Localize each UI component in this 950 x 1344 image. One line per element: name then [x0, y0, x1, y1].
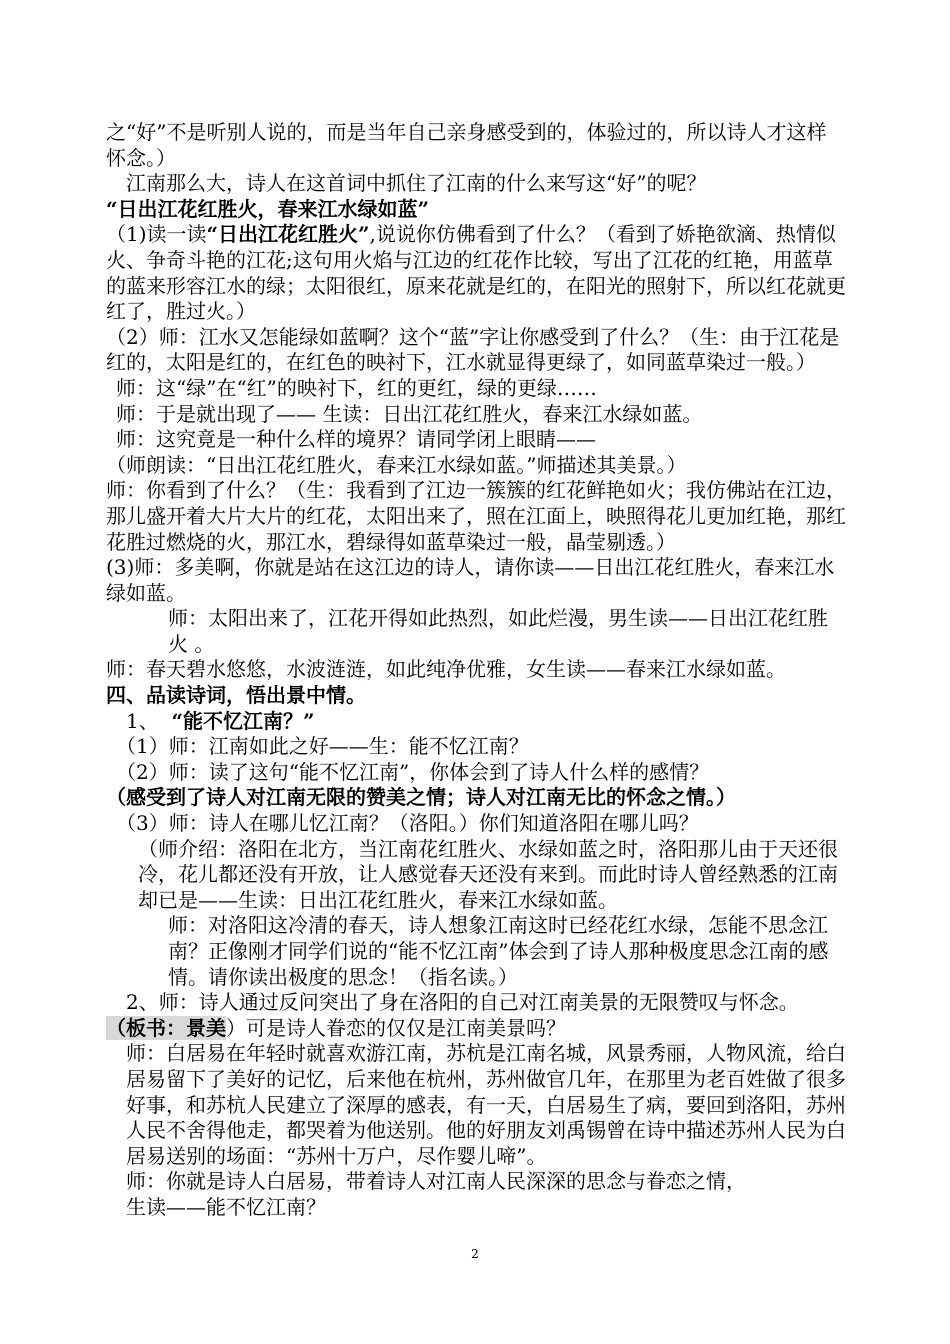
- paragraph: 师：你就是诗人白居易，带着诗人对江南人民深深的思念与眷恋之情，: [126, 1169, 746, 1194]
- paragraph: [106, 1016, 846, 1042]
- paragraph: 师：于是就出现了—— 生读：日出江花红胜火，春来江水绿如蓝。: [116, 401, 703, 426]
- paragraph: 师：这究竟是一种什么样的境界？请同学闭上眼睛——: [116, 427, 596, 452]
- paragraph: 生读——能不忆江南？: [126, 1194, 326, 1219]
- paragraph: （2）师：读了这句“能不忆江南”，你体会到了诗人什么样的感情？: [116, 759, 710, 784]
- paragraph: 江南那么大，诗人在这首词中抓住了江南的什么来写这“好”的呢？: [126, 171, 707, 196]
- bold-quote: “日出江花红胜火”: [206, 222, 370, 247]
- paragraph: 师：白居易在年轻时就喜欢游江南，苏杭是江南名城，风景秀丽，人物风流，给白居易留下了美好的记忆，后来他在杭州，苏州做官几年，在那里为老百姓做了很多好事，和苏杭人民建立了深厚的感表，有一天，白居易生了病，要回到洛阳，苏州人民不舍得他走，都哭着为他送别。他的好朋友刘禹锡曾在诗中描述苏州人民为白居易送别的场面：“苏州十万户，尽作婴儿啼”。: [126, 1041, 846, 1168]
- paragraph: （师朗读：“日出江花红胜火，春来江水绿如蓝。”师描述其美景。）: [106, 452, 687, 477]
- paragraph: （师介绍：洛阳在北方，当江南花红胜火、水绿如蓝之时，洛阳那儿由于天还很冷，花儿都还没有开放，让人感觉春天还没有来到。而此时诗人曾经熟悉的江南却已是——生读：日出江花红胜火，春来江水绿如蓝。: [138, 836, 838, 912]
- paragraph: （3）师：诗人在哪儿忆江南？（洛阳。）你们知道洛阳在哪儿吗？: [116, 811, 699, 836]
- paragraph: 师：太阳出来了，江花开得如此热烈，如此烂漫，男生读——日出江花红胜火 。: [168, 606, 828, 656]
- paragraph: 师：这“绿”在“红”的映衬下，红的更红，绿的更绿……: [116, 375, 597, 400]
- bold-quote: “能不忆江南？”: [171, 708, 315, 733]
- paragraph: [106, 709, 846, 735]
- page-number: 2: [471, 1247, 479, 1261]
- text-run: 1、: [126, 708, 159, 733]
- section-heading: 四、品读诗词，悟出景中情。: [106, 683, 366, 708]
- paragraph: （1）师：江南如此之好——生：能不忆江南？: [116, 734, 529, 759]
- paragraph: 之“好”不是听别人说的，而是当年自己亲身感受到的，体验过的，所以诗人才这样怀念。）: [106, 120, 827, 170]
- paragraph: 师：春天碧水悠悠，水波涟涟，如此纯净优雅，女生读——春来江水绿如蓝。: [106, 657, 786, 682]
- text-run: ,说说你仿佛看到了什么？（看到了娇艳欲滴、热情似火、争奇斗艳的江花;这句用火焰与江边的红花作比较，写出了江花的红艳，用蓝草的蓝来形容江水的绿；太阳很红，原来花就是红的，在阳光的照射下，所以红花就更红了，胜过火。）: [106, 222, 846, 324]
- document-body: [106, 120, 846, 1221]
- paragraph: 2、师：诗人通过反问突出了身在洛阳的自己对江南美景的无限赞叹与怀念。: [126, 990, 799, 1015]
- paragraph: [106, 222, 846, 324]
- section-heading: “日出江花红胜火，春来江水绿如蓝”: [106, 196, 430, 221]
- paragraph: (3)师：多美啊，你就是站在这江边的诗人，请你读——日出江花红胜火，春来江水绿如蓝。: [106, 555, 835, 605]
- bold-answer: （感受到了诗人对江南无限的赞美之情；诗人对江南无比的怀念之情。）: [106, 785, 736, 810]
- paragraph: 师：对洛阳这冷清的春天，诗人想象江南这时已经花红水绿，怎能不思念江南？正像刚才同学们说的“能不忆江南”体会到了诗人那种极度思念江南的感情。请你读出极度的思念！（指名读。）: [168, 913, 829, 989]
- text-run: ）可是诗人眷恋的仅仅是江南美景吗？: [226, 1015, 566, 1040]
- paragraph: （2）师：江水又怎能绿如蓝啊？这个“蓝”字让你感受到了什么？（生：由于江花是红的，太阳是红的，在红色的映衬下，江水就显得更绿了，如同蓝草染过一般。）: [106, 324, 840, 375]
- blackboard-note: （板书：景美: [106, 1015, 226, 1040]
- paragraph: 师：你看到了什么？（生：我看到了江边一簇簇的红花鲜艳如火；我仿佛站在江边，那儿盛开着大片大片的红花，太阳出来了，照在江面上，映照得花儿更加红艳，那红花胜过燃烧的火，那江水，碧绿得如蓝草染过一般，晶莹剔透。）: [106, 478, 846, 554]
- text-run: （1)读一读: [106, 222, 207, 247]
